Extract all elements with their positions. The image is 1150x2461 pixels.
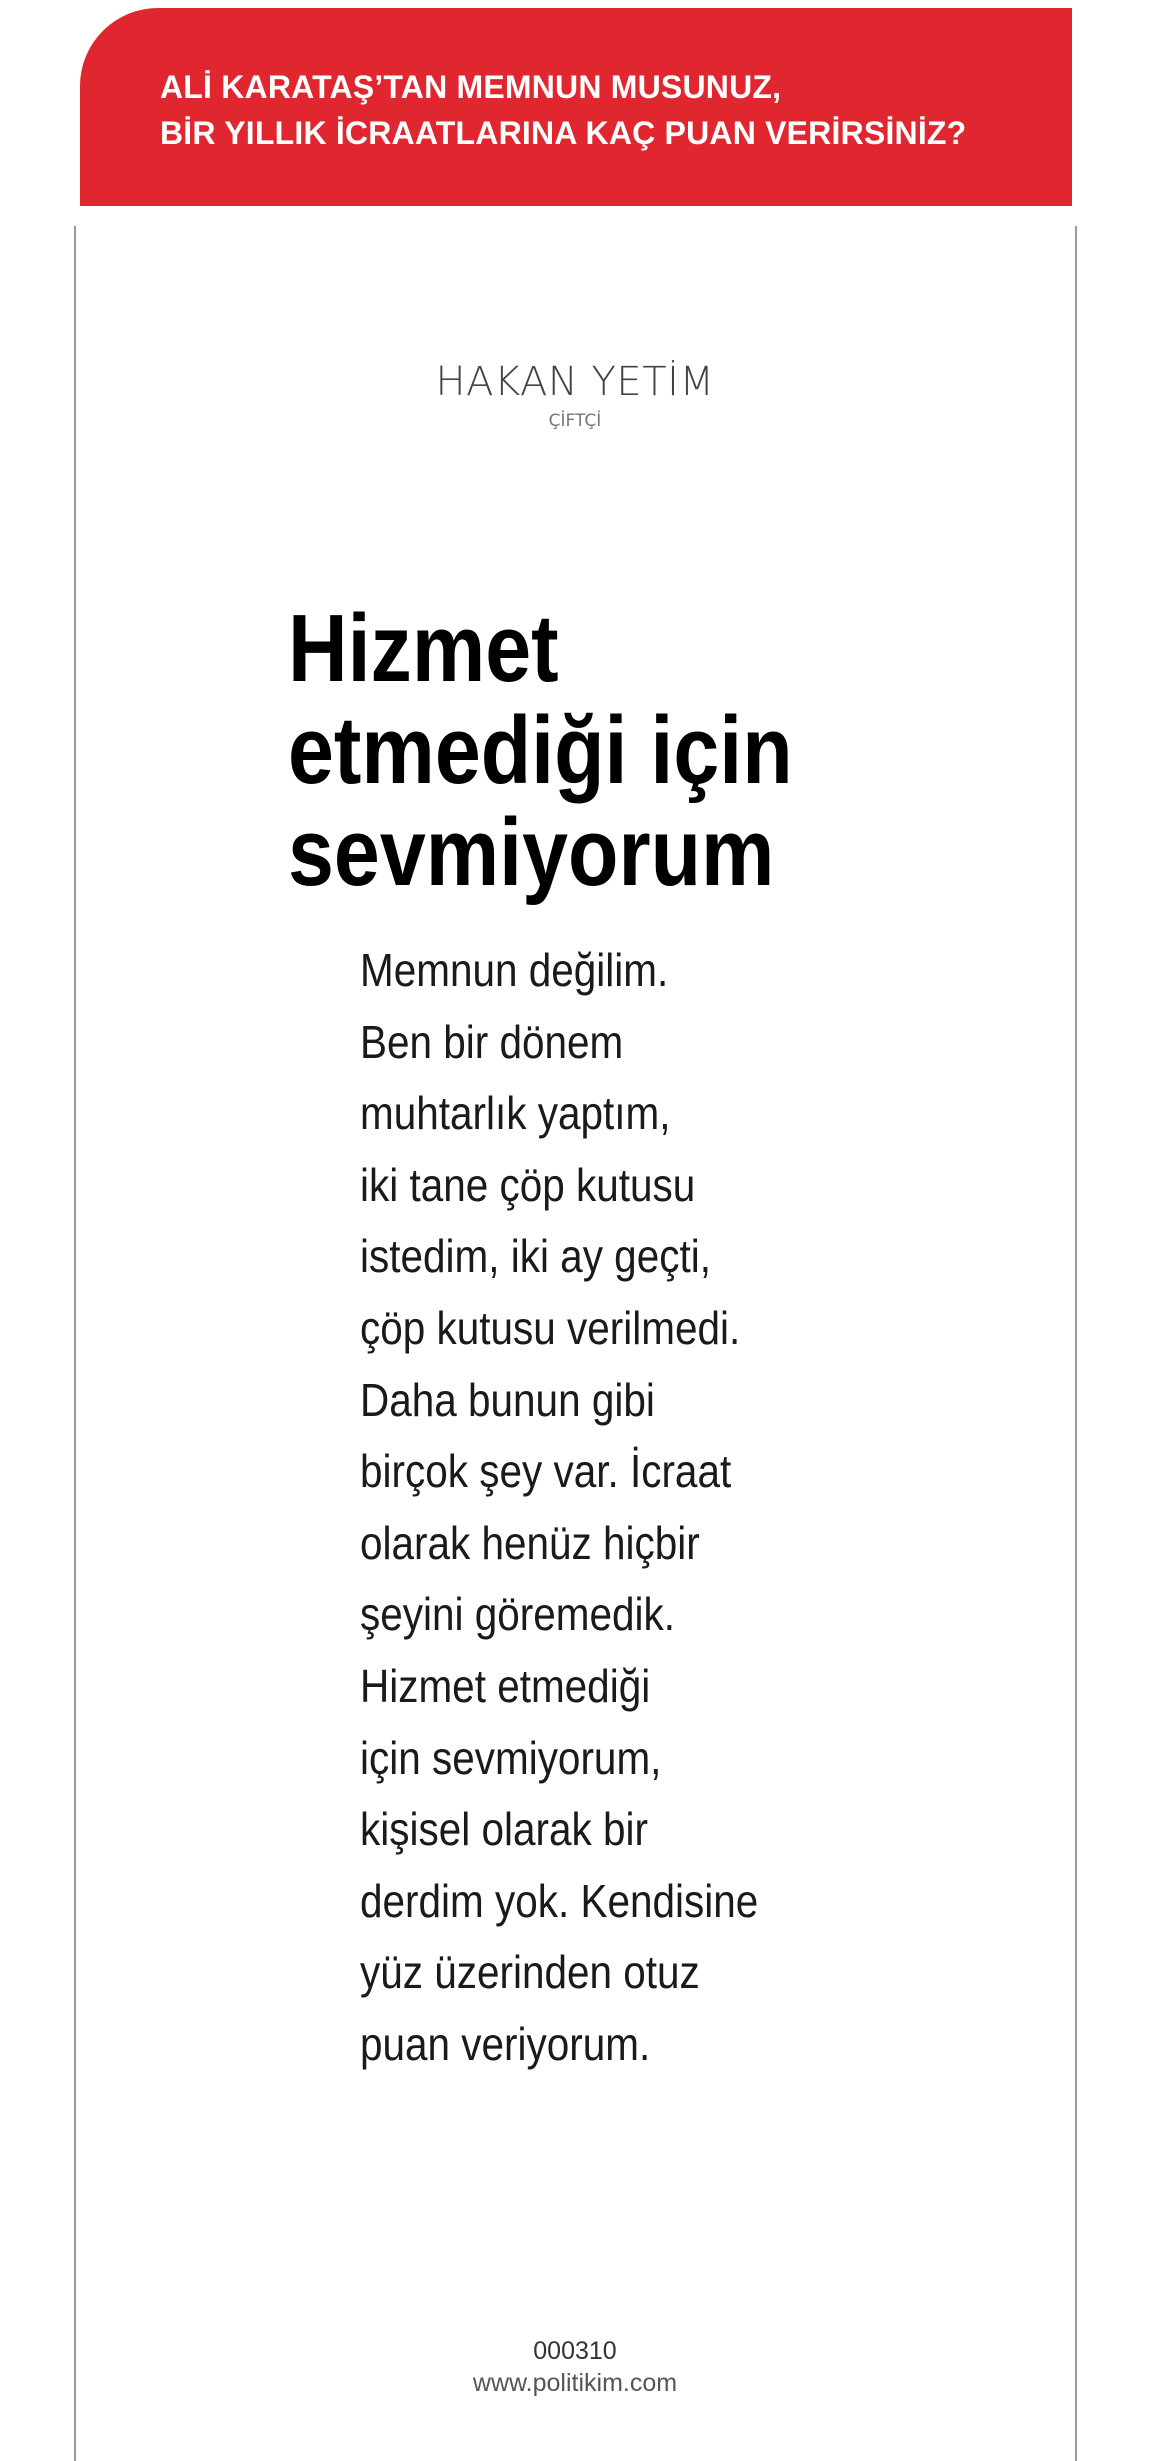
headline-line: Hizmet bbox=[288, 595, 559, 702]
author-block bbox=[0, 356, 1150, 432]
quote-line: derdim yok. Kendisine bbox=[360, 1874, 759, 1927]
right-border-rule bbox=[1075, 226, 1077, 2461]
author-role: ÇİFTÇİ bbox=[548, 411, 602, 431]
page-footer bbox=[0, 2335, 1150, 2399]
quote-line: istedim, iki ay geçti, bbox=[360, 1230, 711, 1283]
quote-line: Memnun değilim. bbox=[360, 944, 669, 996]
author-name: HAKAN YETİM bbox=[435, 359, 715, 405]
quote-line: Hizmet etmediği bbox=[360, 1659, 651, 1712]
banner-question-line-1: ALİ KARATAŞ’TAN MEMNUN MUSUNUZ, bbox=[160, 69, 782, 105]
quote-line: kişisel olarak bir bbox=[360, 1803, 648, 1856]
quote-line: iki tane çöp kutusu bbox=[360, 1158, 696, 1211]
footer-code: 000310 bbox=[533, 2337, 617, 2365]
quote-line: şeyini göremedik. bbox=[360, 1588, 675, 1641]
quote-line: Daha bunun gibi bbox=[360, 1373, 655, 1426]
quote-line: yüz üzerinden otuz bbox=[360, 1946, 700, 1999]
quote-line: puan veriyorum. bbox=[360, 2017, 651, 2070]
left-border-rule bbox=[74, 226, 76, 2461]
quote-line: birçok şey var. İcraat bbox=[360, 1445, 732, 1498]
quote-line: muhtarlık yaptım, bbox=[360, 1087, 671, 1140]
quote-line: için sevmiyorum, bbox=[360, 1731, 662, 1784]
quote-body bbox=[360, 935, 853, 2081]
headline-line: etmediği için bbox=[288, 697, 793, 804]
quote-line: olarak henüz hiçbir bbox=[360, 1516, 700, 1569]
headline-line: sevmiyorum bbox=[288, 799, 775, 906]
footer-website-link[interactable]: www.politikim.com bbox=[472, 2369, 678, 2397]
quote-line: çöp kutusu verilmedi. bbox=[360, 1301, 741, 1354]
survey-question-banner bbox=[80, 8, 1072, 206]
headline bbox=[288, 595, 942, 906]
quote-line: Ben bir dönem bbox=[360, 1015, 624, 1068]
banner-question-line-2: BİR YILLIK İCRAATLARINA KAÇ PUAN VERİRSİNİZ? bbox=[160, 115, 967, 151]
